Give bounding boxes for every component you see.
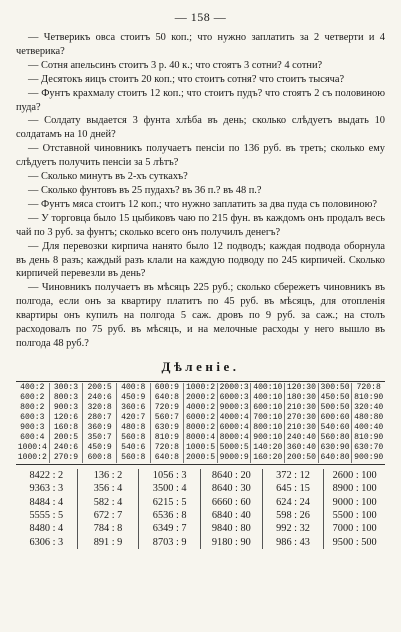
division-cell: 8640 : 20 xyxy=(200,469,262,482)
grid-cell: 900:90 xyxy=(354,452,384,462)
division-cell: 6349 : 7 xyxy=(138,522,200,535)
division-cell: 672 : 7 xyxy=(77,509,139,522)
grid-cell: 450:9 xyxy=(83,443,117,453)
grid-cell: 810:90 xyxy=(354,432,384,442)
grid-cell: 240:40 xyxy=(285,433,319,443)
grid-cell: 1000:5 xyxy=(184,443,218,453)
division-row xyxy=(16,482,385,495)
word-problem: — Сколько фунтовъ въ 25 пудахъ? въ 36 п.? въ 48 п.? xyxy=(28,184,262,196)
division-row xyxy=(16,509,385,522)
division-row xyxy=(16,536,385,549)
word-problem: — Отставной чиновникъ получаетъ пенсiи по 136 руб. въ треть; сколько ему слѣдуетъ получить пенсiи за 5 лѣтъ? xyxy=(16,143,385,169)
division-cell: 6306 : 3 xyxy=(29,536,64,548)
division-cell: 8480 : 4 xyxy=(29,523,64,535)
grid-cell: 1000:4 xyxy=(16,443,50,453)
grid-cell: 810:9 xyxy=(151,433,185,443)
grid-cell: 160:8 xyxy=(50,423,84,433)
grid-cell: 2000:3 xyxy=(218,383,252,393)
grid-cell: 9000:3 xyxy=(218,403,252,413)
grid-cell: 450:9 xyxy=(117,393,151,403)
grid-cell: 270:9 xyxy=(50,453,84,463)
grid-cell: 180:30 xyxy=(285,393,319,403)
grid-row xyxy=(16,403,385,413)
grid-cell: 560:80 xyxy=(319,433,353,443)
division-cell: 372 : 12 xyxy=(262,469,324,482)
grid-cell: 6000:3 xyxy=(218,393,252,403)
grid-cell: 1000:2 xyxy=(16,453,50,463)
grid-cell: 350:7 xyxy=(83,433,117,443)
grid-cell: 800:3 xyxy=(50,393,84,403)
division-cell: 9180 : 90 xyxy=(200,536,262,549)
grid-cell: 900:10 xyxy=(251,433,285,443)
grid-cell: 600:2 xyxy=(16,393,50,403)
grid-row xyxy=(16,453,385,463)
word-problem: — Для перевозки кирпича нанято было 12 подводъ; каждая подвода оборнула въ день 8 разъ; каждый разъ клали на каждую подводу по 245 кирпичей. Сколько кирпичей перевезли въ день? xyxy=(16,240,385,280)
grid-cell: 480:8 xyxy=(117,423,151,433)
division-row xyxy=(16,496,385,509)
division-cell: 6536 : 8 xyxy=(138,509,200,522)
grid-cell: 640:80 xyxy=(319,453,353,463)
grid-row xyxy=(16,443,385,453)
grid-cell: 480:80 xyxy=(354,412,384,422)
word-problem: — Десятокъ яицъ стоитъ 20 коп.; что стоитъ сотня? что стоитъ тысяча? xyxy=(28,73,345,85)
grid-cell: 8000:4 xyxy=(184,433,218,443)
grid-row xyxy=(16,383,385,393)
grid-cell: 140:20 xyxy=(251,443,285,453)
grid-cell: 6000:2 xyxy=(184,413,218,423)
division-cell: 6840 : 40 xyxy=(200,509,262,522)
grid-cell: 240:6 xyxy=(83,393,117,403)
grid-cell: 6000:4 xyxy=(218,423,252,433)
division-row xyxy=(16,469,385,482)
division-cell: 2600 : 100 xyxy=(323,469,385,482)
grid-cell: 400:8 xyxy=(117,383,151,393)
division-cell: 8703 : 9 xyxy=(138,536,200,549)
word-problem: — Сотня апельсинъ стоитъ 3 р. 40 к.; что стоятъ 3 сотни? 4 сотни? xyxy=(28,59,323,71)
grid-cell: 720:8 xyxy=(151,443,185,453)
grid-cell: 200:5 xyxy=(83,383,117,393)
grid-cell: 640:8 xyxy=(151,453,185,463)
word-problem: — Четверикъ овса стоитъ 50 коп.; что нужно заплатить за 2 четверти и 4 четверика? xyxy=(16,32,385,57)
grid-cell: 200:50 xyxy=(285,453,319,463)
grid-row xyxy=(16,423,385,433)
grid-cell: 8000:4 xyxy=(218,433,252,443)
grid-cell: 120:30 xyxy=(285,383,319,393)
grid-cell: 630:70 xyxy=(354,442,384,452)
division-cell: 598 : 26 xyxy=(262,509,324,522)
grid-cell: 360:9 xyxy=(83,423,117,433)
word-problem: — Сколько минутъ въ 2-хъ суткахъ? xyxy=(28,171,188,183)
grid-cell: 400:10 xyxy=(251,383,285,393)
division-cell: 9000 : 100 xyxy=(323,496,385,509)
division-cell: 8422 : 2 xyxy=(29,469,64,481)
grid-cell: 320:8 xyxy=(83,403,117,413)
grid-cell: 360:40 xyxy=(285,443,319,453)
word-problem: — Фунтъ мяса стоитъ 12 коп.; что нужно заплатить за два пуда съ половиною? xyxy=(28,198,377,210)
grid-cell: 210:30 xyxy=(285,423,319,433)
grid-cell: 450:50 xyxy=(319,393,353,403)
grid-cell: 160:20 xyxy=(251,453,285,463)
grid-cell: 360:6 xyxy=(117,403,151,413)
grid-cell: 400:40 xyxy=(354,422,384,432)
grid-cell: 8000:2 xyxy=(184,423,218,433)
grid-cell: 500:50 xyxy=(319,403,353,413)
grid-cell: 280:7 xyxy=(83,413,117,423)
grid-cell: 800:2 xyxy=(16,403,50,413)
grid-cell: 4000:2 xyxy=(184,403,218,413)
division-row xyxy=(16,522,385,535)
word-problem: — У торговца было 15 цыбиковъ чаю по 215 фун. въ каждомъ онъ продалъ весь чай по 3 руб. за фунтъ; сколько всего онъ получилъ денегъ? xyxy=(16,212,385,238)
division-cell: 624 : 24 xyxy=(262,496,324,509)
grid-cell: 200:5 xyxy=(50,433,84,443)
division-cell: 1056 : 3 xyxy=(138,469,200,482)
grid-cell: 400:10 xyxy=(251,393,285,403)
grid-cell: 210:30 xyxy=(285,403,319,413)
grid-cell: 900:3 xyxy=(50,403,84,413)
grid-cell: 2000:5 xyxy=(184,453,218,463)
grid-row xyxy=(16,433,385,443)
grid-cell: 810:90 xyxy=(354,392,384,402)
grid-cell: 560:8 xyxy=(117,433,151,443)
division-cell: 9840 : 80 xyxy=(200,522,262,535)
grid-cell: 600:4 xyxy=(16,433,50,443)
grid-cell: 800:10 xyxy=(251,423,285,433)
division-cell: 8900 : 100 xyxy=(323,482,385,495)
grid-cell: 300:50 xyxy=(319,383,353,393)
division-cell: 8484 : 4 xyxy=(29,496,64,508)
division-cell: 5500 : 100 xyxy=(323,509,385,522)
grid-cell: 720:9 xyxy=(151,403,185,413)
grid-cell: 600:60 xyxy=(319,413,353,423)
grid-cell: 560:7 xyxy=(151,413,185,423)
grid-cell: 2000:2 xyxy=(184,393,218,403)
grid-cell: 600:10 xyxy=(251,403,285,413)
division-cell: 8640 : 30 xyxy=(200,482,262,495)
grid-cell: 270:30 xyxy=(285,413,319,423)
division-cell: 5555 : 5 xyxy=(29,510,64,522)
division-cell: 136 : 2 xyxy=(77,469,139,482)
grid-cell: 600:8 xyxy=(83,453,117,463)
grid-cell: 320:40 xyxy=(354,402,384,412)
grid-cell: 4000:4 xyxy=(218,413,252,423)
word-problem: — Фунтъ крахмалу стоитъ 12 коп.; что стоитъ пудъ? что стоятъ 2 съ половиною пуда? xyxy=(16,87,385,113)
grid-cell: 240:6 xyxy=(50,443,84,453)
division-cell: 356 : 4 xyxy=(77,482,139,495)
division-cell: 7000 : 100 xyxy=(323,522,385,535)
grid-cell: 640:8 xyxy=(151,393,185,403)
word-problem: — Чиновникъ получаетъ въ мѣсяцъ 225 руб.; сколько сбережетъ чиновникъ въ полгода, если онъ за квартиру платитъ по 45 руб. въ мѣсяцъ, для отопленiя квартиры онъ купилъ на полгода 5 саж. дровъ по 9 руб. за саж.; на столъ расходовалъ по 75 руб. въ мѣсяцъ, и на мелочные расходы у него вышло въ полгода 48 руб.? xyxy=(16,282,385,349)
grid-cell: 600:3 xyxy=(16,413,50,423)
grid-cell: 600:9 xyxy=(151,383,185,393)
division-cell: 992 : 32 xyxy=(262,522,324,535)
division-cell: 784 : 8 xyxy=(77,522,139,535)
division-cell: 582 : 4 xyxy=(77,496,139,509)
grid-cell: 400:2 xyxy=(16,383,50,393)
grid-cell: 5000:5 xyxy=(218,443,252,453)
grid-cell: 900:3 xyxy=(16,423,50,433)
grid-cell: 700:10 xyxy=(251,413,285,423)
grid-cell: 630:9 xyxy=(151,423,185,433)
division-problems-table xyxy=(16,469,385,549)
division-cell: 891 : 9 xyxy=(77,536,139,549)
grid-cell: 120:6 xyxy=(50,413,84,423)
page-number: — 158 — xyxy=(174,10,227,24)
division-cell: 3500 : 4 xyxy=(138,482,200,495)
grid-cell: 720:8 xyxy=(356,382,381,392)
division-cell: 9363 : 3 xyxy=(29,483,64,495)
division-cell: 645 : 15 xyxy=(262,482,324,495)
grid-cell: 9000:9 xyxy=(218,453,252,463)
grid-cell: 540:60 xyxy=(319,423,353,433)
division-cell: 9500 : 500 xyxy=(323,536,385,549)
word-problem: — Солдату выдается 3 фунта хлѣба въ день; сколько слѣдуетъ выдать 10 солдатамъ на 10 дней? xyxy=(16,115,385,141)
word-problems xyxy=(16,31,385,351)
grid-cell: 300:3 xyxy=(50,383,84,393)
grid-cell: 1000:2 xyxy=(184,383,218,393)
grid-row xyxy=(16,413,385,423)
section-heading: Дѣленiе. xyxy=(161,358,240,374)
division-exercise-grid xyxy=(16,381,385,465)
division-cell: 986 : 43 xyxy=(262,536,324,549)
grid-cell: 540:6 xyxy=(117,443,151,453)
division-cell: 6660 : 60 xyxy=(200,496,262,509)
division-cell: 6215 : 5 xyxy=(138,496,200,509)
grid-cell: 420:7 xyxy=(117,413,151,423)
grid-row xyxy=(16,393,385,403)
grid-cell: 560:8 xyxy=(117,453,151,463)
grid-cell: 630:90 xyxy=(319,443,353,453)
